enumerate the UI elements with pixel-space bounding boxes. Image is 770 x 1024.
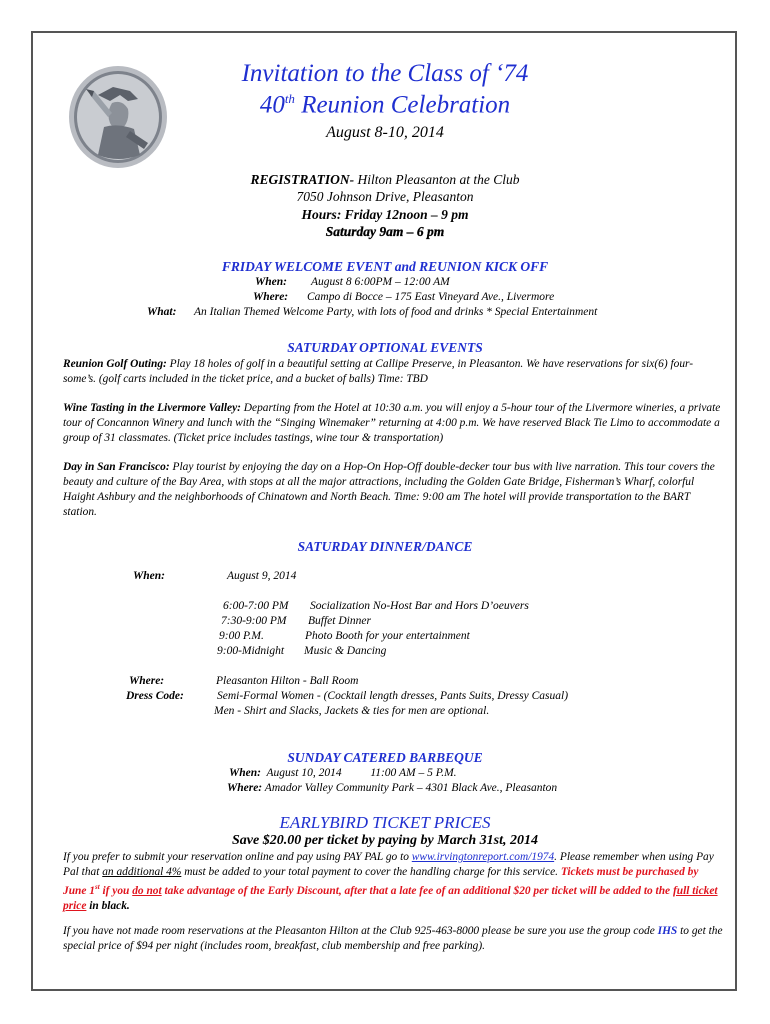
friday-when-label: When: <box>255 276 287 288</box>
sunday-heading: SUNDAY CATERED BARBEQUE <box>287 750 483 765</box>
registration-label: REGISTRATION- <box>250 172 355 187</box>
registration-line <box>130 172 640 188</box>
dinner-where-value: Pleasanton Hilton - Ball Room <box>216 675 359 687</box>
saturday-optional-heading: SATURDAY OPTIONAL EVENTS <box>287 340 483 355</box>
friday-what-value: An Italian Themed Welcome Party, with lots of food and drinks * Special Entertainment <box>194 306 598 318</box>
golf-label: Reunion Golf Outing: <box>63 358 167 370</box>
hours-saturday: Saturday 9am – 6 pm <box>325 224 445 239</box>
paypal-text-c: must be added to your total payment to cover the handling charge for this service. <box>181 866 561 878</box>
tickets-subheading: Save $20.00 per ticket by paying by March 31st, 2014 <box>231 833 539 848</box>
sf-paragraph <box>63 460 723 520</box>
reunion-sup: th <box>284 91 295 106</box>
reunion-rest: Reunion Celebration <box>294 91 511 119</box>
hours-friday: Hours: Friday 12noon – 9 pm <box>301 207 469 222</box>
sunday-where-value: Amador Valley Community Park – 4301 Black Ave., Pleasanton <box>262 782 558 794</box>
friday-where-value: Campo di Bocce – 175 East Vineyard Ave., Livermore <box>307 291 555 303</box>
schedule-desc-0: Socialization No-Host Bar and Hors D’oeuvers <box>310 600 529 612</box>
schedule-time-2: 9:00 P.M. <box>219 630 264 642</box>
sf-text: Play tourist by enjoying the day on a Hop-On Hop-Off double-decker tour bus with live narration. This tour covers the beauty and culture of the Bay Area, with stops at all the major attractions, including the Golden Gate Bridge, Fisherman’s Wharf, colorful Haight Ashbury and the neighborhoods of Chinatown and North Beach. Time: 9:00 am The hotel will provide transportation to the BART station. <box>63 461 715 518</box>
invitation-title: Invitation to the Class of ‘74 <box>241 60 529 87</box>
deadline-sup: st <box>94 883 100 891</box>
schedule-time-0: 6:00-7:00 PM <box>223 600 289 612</box>
dinner-heading: SATURDAY DINNER/DANCE <box>297 539 473 554</box>
dress-code-value-men: Men - Shirt and Slacks, Jackets & ties for men are optional. <box>214 705 490 717</box>
paypal-text-b: . Please remember when using Pay Pal that <box>63 851 714 878</box>
dinner-when-label: When: <box>133 570 165 582</box>
event-dates: August 8-10, 2014 <box>326 124 444 141</box>
sunday-when-value: August 10, 2014 11:00 AM – 5 P.M. <box>260 767 457 779</box>
sunday-where-label: Where: <box>227 782 263 794</box>
sunday-where <box>227 782 557 794</box>
schedule-time-3: 9:00-Midnight <box>217 645 285 657</box>
schedule-desc-1: Buffet Dinner <box>308 615 371 627</box>
deadline-in-black: in black. <box>86 899 130 912</box>
wine-label: Wine Tasting in the Livermore Valley: <box>63 402 241 414</box>
hotel-paragraph <box>63 924 723 954</box>
dress-code-value-women: Semi-Formal Women - (Cocktail length dresses, Pants Suits, Dressy Casual) <box>217 690 569 702</box>
schedule-time-1: 7:30-9:00 PM <box>221 615 287 627</box>
friday-where-label: Where: <box>253 291 289 303</box>
paypal-paragraph <box>63 850 723 914</box>
deadline-warning-2: if you <box>99 884 133 897</box>
sunday-when <box>229 767 457 779</box>
tickets-heading: EARLYBIRD TICKET PRICES <box>279 813 491 832</box>
schedule-desc-2: Photo Booth for your entertainment <box>305 630 470 642</box>
golf-text: Play 18 holes of golf in a beautiful setting at Callipe Preserve, in Pleasanton. We have reservations for six(6) four-some’s. (golf carts included in the ticket price, and a bucket of balls) Time: TBD <box>63 358 694 385</box>
dress-code-label: Dress Code: <box>126 690 184 702</box>
sf-label: Day in San Francisco: <box>63 461 170 473</box>
wine-text: Departing from the Hotel at 10:30 a.m. you will enjoy a 5-hour tour of the Livermore wineries, a private tour of Concannon Winery and lunch with the “Singing Winemaker” returning at 4:00 p.m. We have reserved Black Tie Limo to accommodate a group of 31 classmates. (Ticket price includes tastings, wine tour & transportation) <box>63 402 721 444</box>
group-code: IHS <box>657 925 678 937</box>
dinner-when-value: August 9, 2014 <box>227 570 297 582</box>
reunion-title <box>130 91 640 119</box>
deadline-warning-1: Tickets must be purchased by June 1 <box>63 866 699 897</box>
friday-what-label: What: <box>147 306 177 318</box>
registration-address: 7050 Johnson Drive, Pleasanton <box>296 189 474 204</box>
friday-when-value: August 8 6:00PM – 12:00 AM <box>311 276 450 288</box>
hotel-text-a: If you have not made room reservations at the Pleasanton Hilton at the Club 925-463-8000 please be sure you use the group code <box>63 925 658 937</box>
deadline-full-price: full ticket price <box>63 884 718 912</box>
schedule-desc-3: Music & Dancing <box>304 645 387 657</box>
dinner-where-label: Where: <box>129 675 165 687</box>
wine-paragraph <box>63 401 723 446</box>
paypal-link[interactable]: www.irvingtonreport.com/1974 <box>411 851 555 863</box>
deadline-warning-3: take advantage of the Early Discount, after that a late fee of an additional $20 per ticket will be added to the <box>161 884 673 897</box>
reunion-number: 40 <box>259 91 285 119</box>
deadline-do-not: do not <box>132 884 162 897</box>
friday-heading: FRIDAY WELCOME EVENT and REUNION KICK OFF <box>221 259 549 274</box>
sunday-when-label: When: <box>229 767 261 779</box>
paypal-fee: an additional 4% <box>102 866 182 878</box>
hotel-text-b: to get the special price of $94 per night (includes room, breakfast, club membership and free parking). <box>63 925 723 952</box>
paypal-text-a: If you prefer to submit your reservation online and pay using PAY PAL go to <box>63 851 412 863</box>
golf-paragraph <box>63 357 723 387</box>
registration-venue: Hilton Pleasanton at the Club <box>354 172 520 187</box>
